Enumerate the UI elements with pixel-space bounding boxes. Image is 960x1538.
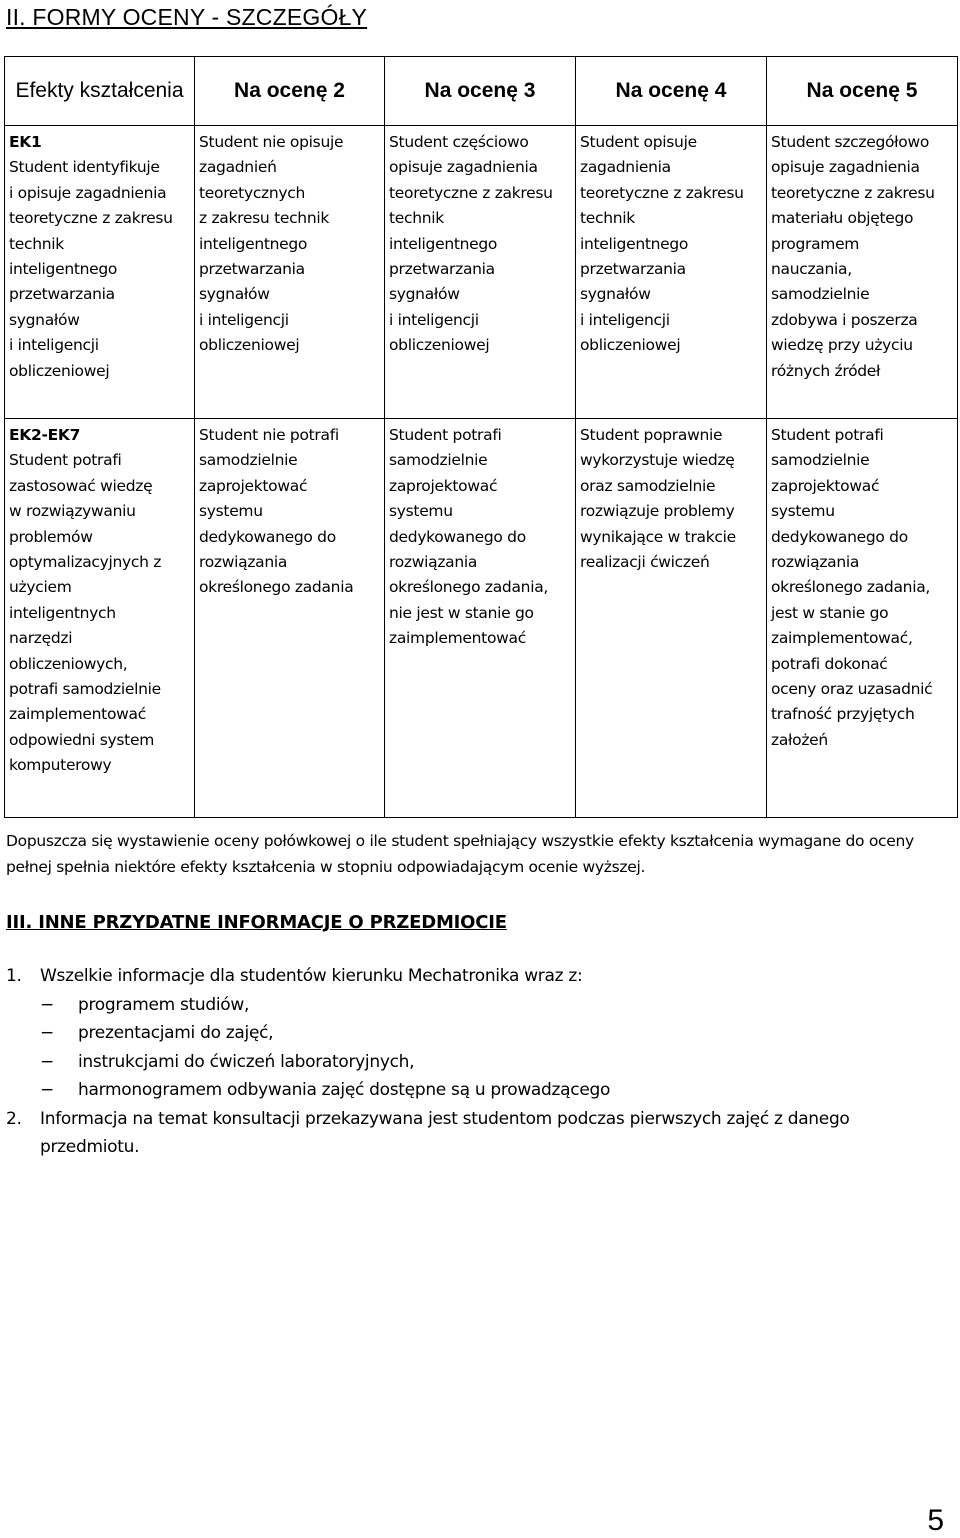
grade-5-cell [767, 126, 958, 419]
header-grade-2: Na ocenę 2 [195, 57, 385, 126]
list-text: Wszelkie informacje dla studentów kierunku Mechatronika wraz z: [40, 966, 583, 986]
sub-list-item [6, 1048, 951, 1077]
list-number: 2. [6, 1108, 22, 1129]
section-title: II. FORMY OCENY - SZCZEGÓŁY [6, 4, 368, 30]
effect-cell [5, 126, 195, 419]
grade-2-cell [195, 126, 385, 419]
grade-2-cell [195, 419, 385, 818]
grade-5-text: Student potrafi samodzielnie zaprojektować systemu dedykowanego do rozwiązania określonego zadania, jest w stanie go zaimplementować, potrafi dokonać oceny oraz uzasadnić trafność przyjętych założeń [771, 426, 933, 749]
half-grade-note: Dopuszcza się wystawienie oceny połówkowej o ile student spełniający wszystkie efekty kształcenia wymagane do oceny pełnej spełnia niektóre efekty kształcenia w stopniu odpowiadającym ocenie wyższej. [6, 832, 914, 876]
header-efekty: Efekty kształcenia [5, 57, 195, 126]
sub-list-text: programem studiów, [78, 994, 250, 1015]
header-grade-5: Na ocenę 5 [767, 57, 958, 126]
header-grade-3: Na ocenę 3 [385, 57, 576, 126]
table-row [5, 419, 958, 818]
section3-title: III. INNE PRZYDATNE INFORMACJE O PRZEDMIOCIE [6, 912, 507, 933]
list-item [6, 1105, 951, 1162]
sub-list-text: harmonogramem odbywania zajęć dostępne są u prowadzącego [78, 1080, 611, 1100]
effect-text: Student potrafi zastosować wiedzę w rozwiązywaniu problemów optymalizacyjnych z użyciem inteligentnych narzędzi obliczeniowych, potrafi samodzielnie zaimplementować odpowiedni system komputerowy [9, 451, 162, 775]
table-row [5, 126, 958, 419]
list-text: Informacja na temat konsultacji przekazywana jest studentom podczas pierwszych zajęć z danego przedmiotu. [40, 1108, 850, 1157]
grading-table [4, 56, 958, 818]
grade-4-cell [576, 126, 767, 419]
grade-5-text: Student szczegółowo opisuje zagadnienia teoretyczne z zakresu materiału objętego programem nauczania, samodzielnie zdobywa i poszerza wiedzę przy użyciu różnych źródeł [771, 133, 935, 380]
grade-5-cell [767, 419, 958, 818]
sub-list-item [6, 991, 951, 1020]
grade-2-text: Student nie opisuje zagadnień teoretycznych z zakresu technik inteligentnego przetwarzania sygnałów i inteligencji obliczeniowej [199, 133, 344, 355]
list-item [6, 962, 951, 991]
grade-3-cell [385, 126, 576, 419]
effect-label: EK2-EK7 [9, 426, 81, 444]
dash-bullet: − [40, 1080, 54, 1100]
effect-text: Student identyfikuje i opisuje zagadnienia teoretyczne z zakresu technik inteligentnego przetwarzania sygnałów i inteligencji obliczeniowej [9, 158, 173, 380]
grade-3-cell [385, 419, 576, 818]
sub-list-text: instrukcjami do ćwiczeń laboratoryjnych, [78, 1051, 415, 1072]
grade-3-text: Student potrafi samodzielnie zaprojektować systemu dedykowanego do rozwiązania określonego zadania, nie jest w stanie go zaimplementować [389, 426, 549, 648]
grade-4-text: Student opisuje zagadnienia teoretyczne z zakresu technik inteligentnego przetwarzania sygnałów i inteligencji obliczeniowej [580, 133, 744, 355]
grade-2-text: Student nie potrafi samodzielnie zaprojektować systemu dedykowanego do rozwiązania określonego zadania [199, 426, 354, 597]
effect-label: EK1 [9, 133, 42, 151]
effect-cell [5, 419, 195, 818]
sub-list-item [6, 1076, 951, 1105]
grade-3-text: Student częściowo opisuje zagadnienia teoretyczne z zakresu technik inteligentnego przetwarzania sygnałów i inteligencji obliczeniowej [389, 133, 553, 355]
grade-4-text: Student poprawnie wykorzystuje wiedzę oraz samodzielnie rozwiązuje problemy wynikające w trakcie realizacji ćwiczeń [580, 426, 736, 572]
dash-bullet: − [40, 994, 54, 1015]
header-grade-4: Na ocenę 4 [576, 57, 767, 126]
info-list [6, 962, 951, 1162]
dash-bullet: − [40, 1023, 54, 1043]
grade-4-cell [576, 419, 767, 818]
list-number: 1. [6, 966, 22, 986]
table-header-row [5, 57, 958, 126]
dash-bullet: − [40, 1051, 54, 1072]
sub-list-item [6, 1019, 951, 1048]
sub-list-text: prezentacjami do zajęć, [78, 1023, 274, 1043]
page-number: 5 [927, 1504, 944, 1537]
